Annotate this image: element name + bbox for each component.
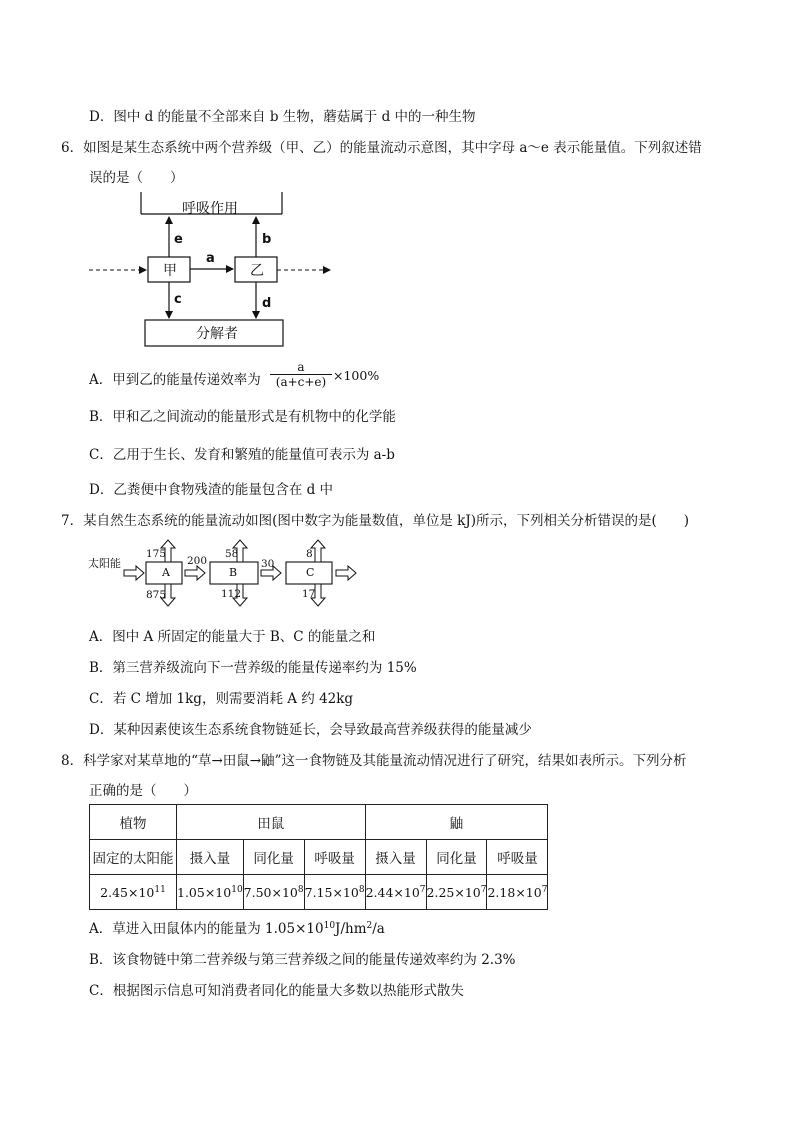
fraction-numerator: a xyxy=(297,360,305,374)
b-to-c-value: 30 xyxy=(261,558,275,570)
subheader-cell: 同化量 xyxy=(243,840,304,875)
subheader-cell: 同化量 xyxy=(426,840,487,875)
q8-stem-line1: 8．科学家对某草地的“草→田鼠→鼬”这一食物链及其能量流动情况进行了研究，结果如表所示。下列分析 xyxy=(61,753,687,769)
q8-option-a-end: /a xyxy=(372,921,385,937)
value-base: 2.25×10 xyxy=(426,884,481,900)
label-b: b xyxy=(262,232,272,247)
box-c-label: C xyxy=(306,566,315,579)
q6-option-a-suffix: ×100% xyxy=(333,368,380,383)
b-up-value: 58 xyxy=(225,548,239,560)
c-down-value: 17 xyxy=(302,588,316,600)
sun-label: 太阳能 xyxy=(88,557,121,570)
value-base: 2.18×10 xyxy=(487,884,542,900)
box-b-label: B xyxy=(229,566,238,579)
q8-option-b: B．该食物链中第二营养级与第三营养级之间的能量传递效率约为 2.3% xyxy=(89,952,516,968)
value-exp: 11 xyxy=(154,884,166,895)
q7-option-d: D．某种因素使该生态系统食物链延长，会导致最高营养级获得的能量减少 xyxy=(89,722,532,738)
value-cell xyxy=(365,875,426,910)
a-to-b-value: 200 xyxy=(187,555,208,567)
value-cell xyxy=(177,875,244,910)
q6-stem-line2: 误的是（ ） xyxy=(89,170,184,186)
label-c: c xyxy=(174,292,182,307)
box-a-label: A xyxy=(162,566,170,579)
value-base: 1.05×10 xyxy=(177,884,232,900)
table-subheader-row xyxy=(90,840,548,875)
value-cell xyxy=(304,875,365,910)
q6-option-c: C．乙用于生长、发育和繁殖的能量值可表示为 a-b xyxy=(89,447,395,463)
label-d: d xyxy=(262,296,272,311)
value-exp: 7 xyxy=(480,884,487,895)
table-value-row xyxy=(90,875,548,910)
value-base: 7.50×10 xyxy=(243,884,298,900)
subheader-cell: 摄入量 xyxy=(177,840,244,875)
q6-stem-line1: 6．如图是某生态系统中两个营养级（甲、乙）的能量流动示意图，其中字母 a～e 表示能量值。下列叙述错 xyxy=(61,140,702,156)
q8-option-a-exp: 10 xyxy=(323,921,336,931)
b-down-value: 112 xyxy=(221,588,242,600)
value-cell xyxy=(426,875,487,910)
q8-energy-table xyxy=(89,804,548,910)
header-vole: 田鼠 xyxy=(177,805,366,840)
value-exp: 10 xyxy=(231,884,243,895)
value-exp: 7 xyxy=(541,884,548,895)
label-a: a xyxy=(206,251,215,266)
q8-option-a-exp2: 2 xyxy=(366,921,373,931)
fraction-denominator: (a+c+e) xyxy=(270,374,332,390)
decomposer-label: 分解者 xyxy=(196,326,238,342)
subheader-cell: 呼吸量 xyxy=(487,840,548,875)
respiration-label: 呼吸作用 xyxy=(182,201,238,217)
q8-option-a-mid: J/hm xyxy=(335,921,367,937)
q6-option-a-prefix: A．甲到乙的能量传递效率为 xyxy=(89,372,261,388)
a-down-value: 875 xyxy=(146,589,167,601)
a-up-value: 175 xyxy=(146,548,167,560)
table-header-row xyxy=(90,805,548,840)
q5-option-d: D．图中 d 的能量不全部来自 b 生物，蘑菇属于 d 中的一种生物 xyxy=(89,109,476,125)
q8-option-a-pre: A．草进入田鼠体内的能量为 1.05×10 xyxy=(89,921,324,937)
value-base: 7.15×10 xyxy=(304,884,359,900)
value-cell xyxy=(90,875,177,910)
q6-option-b: B．甲和乙之间流动的能量形式是有机物中的化学能 xyxy=(89,409,396,425)
subheader-cell: 固定的太阳能 xyxy=(90,840,177,875)
value-cell xyxy=(487,875,548,910)
subheader-cell: 摄入量 xyxy=(365,840,426,875)
header-weasel: 鼬 xyxy=(365,805,548,840)
jia-label: 甲 xyxy=(163,263,177,279)
header-plant: 植物 xyxy=(90,805,177,840)
q8-option-a xyxy=(89,917,385,937)
yi-label: 乙 xyxy=(250,263,264,279)
value-exp: 7 xyxy=(419,884,426,895)
q7-option-b: B．第三营养级流向下一营养级的能量传递率约为 15% xyxy=(89,660,417,676)
q7-option-c: C．若 C 增加 1kg，则需要消耗 A 约 42kg xyxy=(89,691,354,707)
value-base: 2.44×10 xyxy=(365,884,420,900)
q6-option-a-fraction xyxy=(270,360,332,390)
value-cell xyxy=(243,875,304,910)
q7-stem: 7．某自然生态系统的能量流动如图(图中数字为能量数值，单位是 kJ)所示，下列相关分析错误的是( ) xyxy=(61,513,690,529)
subheader-cell: 呼吸量 xyxy=(304,840,365,875)
value-exp: 8 xyxy=(358,884,365,895)
value-base: 2.45×10 xyxy=(100,884,155,900)
q8-stem-line2: 正确的是（ ） xyxy=(89,783,197,799)
q6-option-d: D．乙粪便中食物残渣的能量包含在 d 中 xyxy=(89,482,334,498)
q7-option-a: A．图中 A 所固定的能量大于 B、C 的能量之和 xyxy=(89,629,376,645)
label-e: e xyxy=(174,232,183,247)
c-up-value: 8 xyxy=(306,548,313,560)
q8-option-c: C．根据图示信息可知消费者同化的能量大多数以热能形式散失 xyxy=(89,983,464,999)
value-exp: 8 xyxy=(297,884,304,895)
